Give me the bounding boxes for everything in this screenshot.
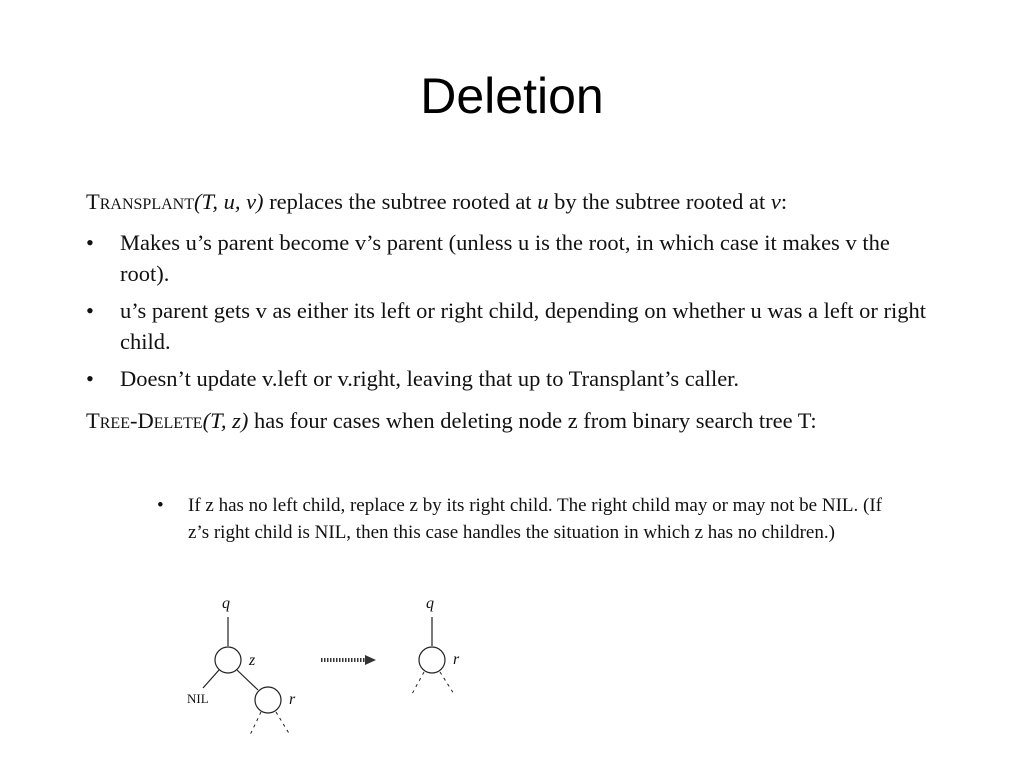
case-one-text: If z has no left child, replace z by its right child. The right child may or may not be NIL. (If z’s right child is NIL, then this case handles the situation in which z has no children.) — [188, 495, 882, 543]
label-q-right: q — [426, 595, 434, 612]
bullet-symbol: • — [86, 298, 94, 323]
subtree-edge-left — [412, 672, 424, 694]
edge-z-r — [237, 670, 258, 690]
tree-delete-args: (T, z) — [202, 408, 249, 433]
bullet-text: Makes u’s parent become v’s parent (unless u is the root, in which case it makes v the root). — [120, 230, 890, 286]
node-r-left — [255, 687, 281, 713]
bullet-symbol: • — [86, 230, 94, 255]
bullet-symbol: • — [157, 495, 164, 516]
label-q-left: q — [222, 595, 230, 612]
transplant-args: (T, u, v) — [193, 189, 264, 214]
subtree-edge-left — [250, 712, 261, 735]
edge-z-nil — [203, 670, 219, 688]
transplant-text2: by the subtree rooted at — [548, 189, 771, 214]
transplant-end: : — [780, 189, 788, 214]
node-r-right — [419, 647, 445, 673]
tree-delete-text: has four cases when deleting node z from binary search tree T: — [248, 408, 817, 433]
transplant-u: u — [537, 189, 549, 214]
transplant-name: Transplant — [86, 189, 194, 214]
transplant-v: v — [770, 189, 781, 214]
tree-delete-name: Tree-Delete — [86, 408, 203, 433]
bullet-text: Doesn’t update v.left or v.right, leaving that up to Transplant’s caller. — [120, 366, 740, 391]
label-z: z — [249, 652, 256, 669]
label-nil: NIL — [187, 691, 209, 706]
subtree-edge-right — [276, 712, 290, 735]
bullet-text: u’s parent gets v as either its left or right child, depending on whether u was a left or right child. — [120, 298, 927, 354]
bullet-symbol: • — [86, 366, 94, 391]
arrow-icon — [365, 655, 376, 665]
subtree-edge-right — [440, 672, 454, 694]
label-r-left: r — [289, 691, 296, 708]
node-z — [215, 647, 241, 673]
slide-title: Deletion — [420, 68, 604, 124]
label-r-right: r — [453, 651, 460, 668]
transplant-text: replaces the subtree rooted at — [263, 189, 538, 214]
